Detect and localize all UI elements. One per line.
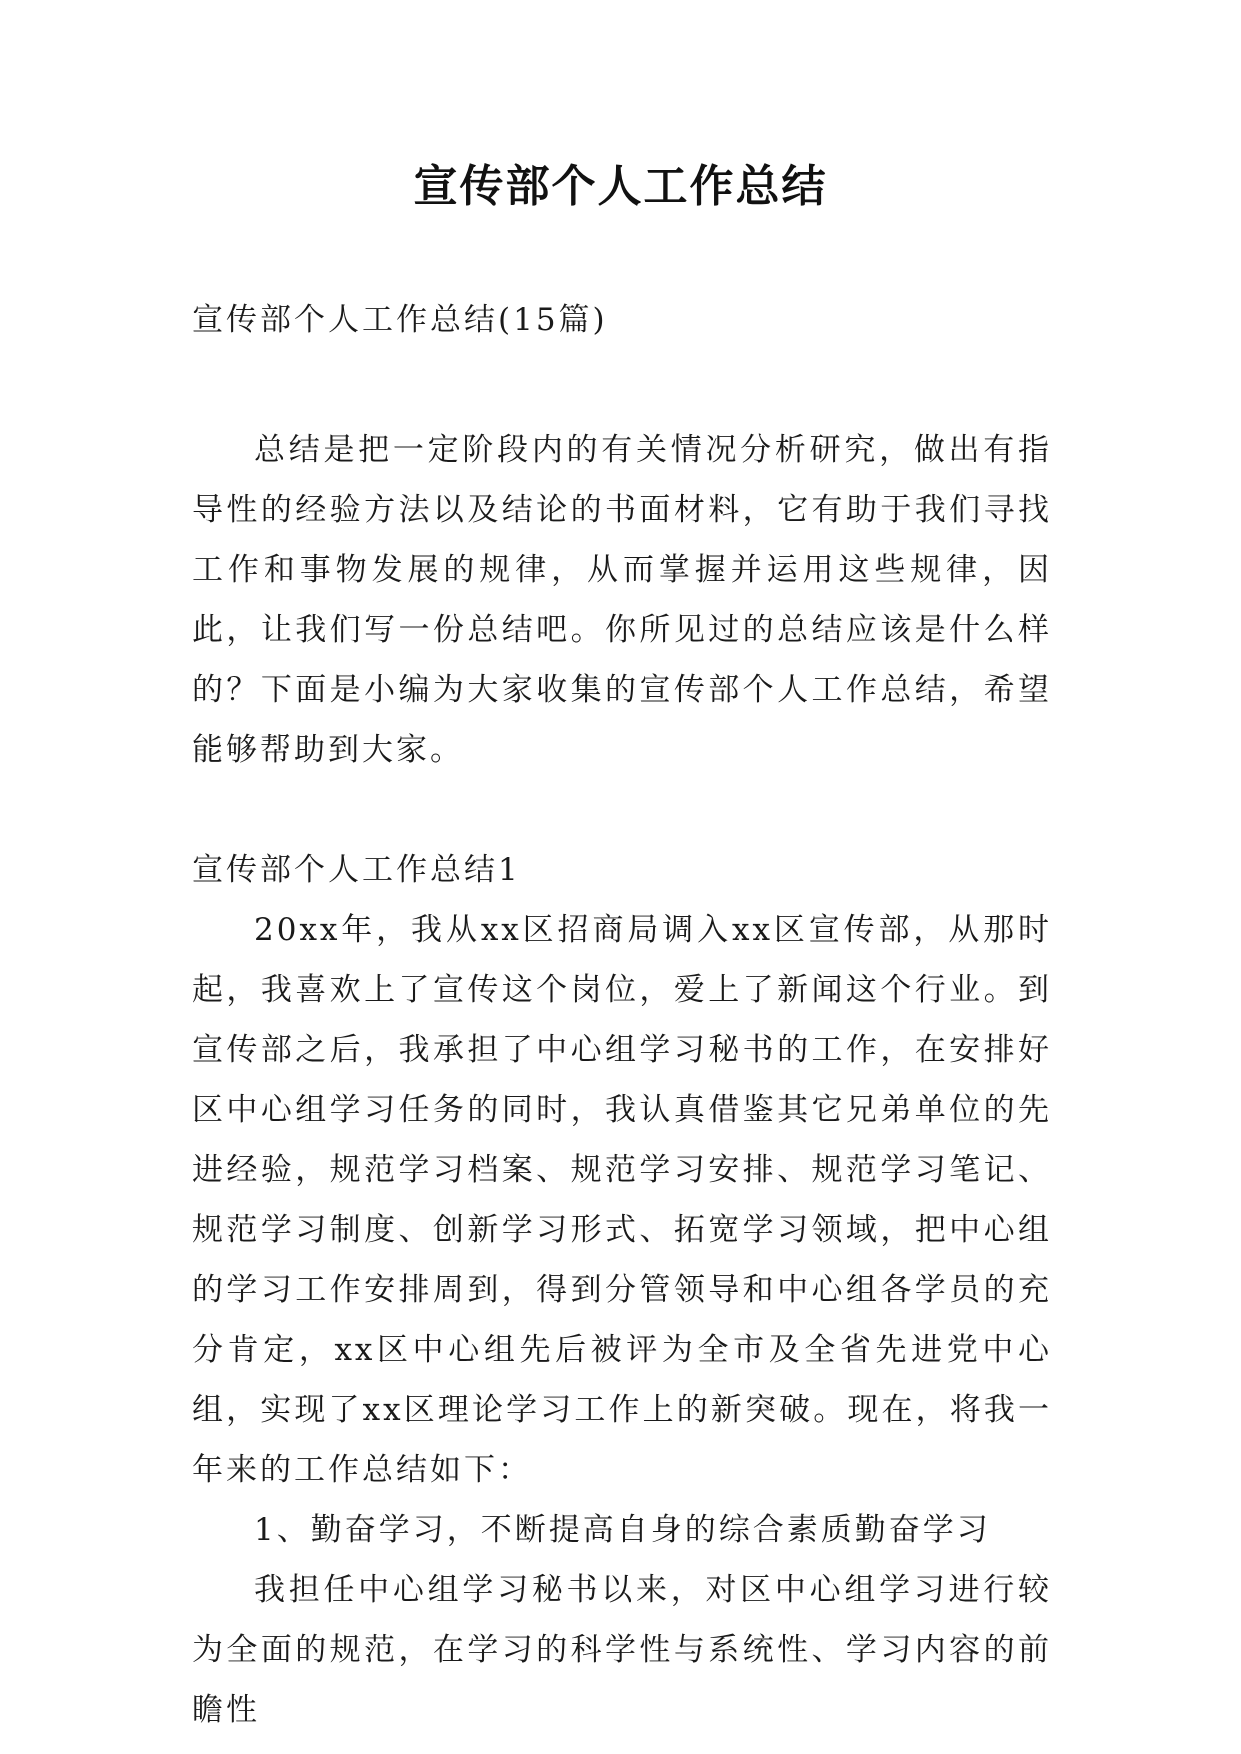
section-point: 1、勤奋学习，不断提高自身的综合素质勤奋学习	[254, 1512, 991, 1548]
document-subtitle: 宣传部个人工作总结(15篇)	[192, 302, 608, 338]
section-heading: 宣传部个人工作总结1	[192, 852, 521, 888]
spacer	[192, 350, 1052, 420]
spacer	[192, 780, 1052, 840]
section-paragraph: 我担任中心组学习秘书以来，对区中心组学习进行较为全面的规范，在学习的科学性与系统性、学习内容的前瞻性	[192, 1572, 1052, 1728]
section-paragraph: 20xx年，我从xx区招商局调入xx区宣传部，从那时起，我喜欢上了宣传这个岗位，爱上了新闻这个行业。到宣传部之后，我承担了中心组学习秘书的工作，在安排好区中心组学习任务的同时，我认真借鉴其它兄弟单位的先进经验，规范学习档案、规范学习安排、规范学习笔记、规范学习制度、创新学习形式、拓宽学习领域，把中心组的学习工作安排周到，得到分管领导和中心组各学员的充分肯定，xx区中心组先后被评为全市及全省先进党中心组，实现了xx区理论学习工作上的新突破。现在，将我一年来的工作总结如下：	[192, 912, 1052, 1488]
document-body	[192, 290, 1052, 1740]
intro-paragraph: 总结是把一定阶段内的有关情况分析研究，做出有指导性的经验方法以及结论的书面材料，它有助于我们寻找工作和事物发展的规律，从而掌握并运用这些规律，因此，让我们写一份总结吧。你所见过的总结应该是什么样的？下面是小编为大家收集的宣传部个人工作总结，希望能够帮助到大家。	[192, 432, 1052, 768]
document-title: 宣传部个人工作总结	[413, 161, 828, 212]
